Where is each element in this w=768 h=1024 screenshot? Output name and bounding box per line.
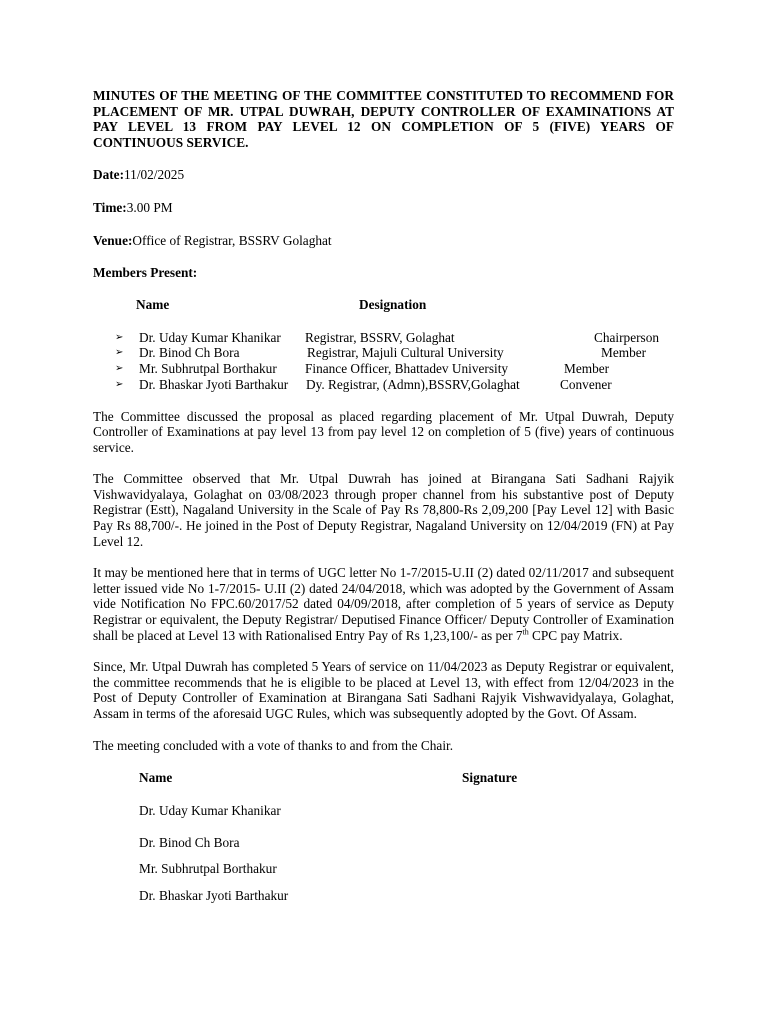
members-table-header <box>93 297 674 313</box>
paragraph-discussion: The Committee discussed the proposal as placed regarding placement of Mr. Utpal Duwrah, Deputy Controller of Examinations at pay level 13 from pay level 12 on completion of 5 (five) years of continuous service. <box>93 408 674 455</box>
member-row <box>93 330 674 346</box>
date-value: 11/02/2025 <box>124 167 185 183</box>
member-designation: Dy. Registrar, (Admn),BSSRV,Golaghat <box>306 376 520 392</box>
date-label: Date: <box>93 167 125 183</box>
date-line <box>93 167 674 183</box>
time-line <box>93 200 674 216</box>
member-role: Convener <box>560 376 612 392</box>
signatory-row <box>93 888 674 904</box>
paragraph-ugc-reference: It may be mentioned here that in terms of UGC letter No 1-7/2015-U.II (2) dated 02/11/2017 and subsequent letter issued vide No 1-7/2015- U.II (2) dated 24/04/2018, which was adopted by the Government of Assam vide Notification No FPC.60/2017/52 dated 04/09/2018, after completion of 5 years of service as Deputy Registrar or equivalent, the Deputy Registrar/ Deputised Finance Officer/ Deputy Controller of Examination shall be placed at Level 13 with Rationalised Entry Pay of Rs 1,23,100/- as per 7th CPC pay Matrix. <box>93 565 674 643</box>
paragraph-recommendation: Since, Mr. Utpal Duwrah has completed 5 Years of service on 11/04/2023 as Deputy Registrar or equivalent, the committee recommends that he is eligible to be placed at Level 13, with effect from 12/04/2023 in the Post of Deputy Controller of Examination at Birangana Sati Sadhani Rajyik Vishwavidyalaya, Golaghat, Assam in terms of the aforesaid UGC Rules, which was subsequently adopted by the Govt. Of Assam. <box>93 659 674 721</box>
signature-name-header: Name <box>139 770 173 786</box>
member-row <box>93 361 674 377</box>
members-name-header: Name <box>136 296 170 312</box>
signatory-name: Dr. Bhaskar Jyoti Barthakur <box>139 888 289 904</box>
members-present-label: Members Present: <box>93 265 198 281</box>
time-label: Time: <box>93 199 127 215</box>
paragraph-conclusion: The meeting concluded with a vote of thanks to and from the Chair. <box>93 737 454 753</box>
member-name: Dr. Binod Ch Bora <box>139 345 240 361</box>
time-value: 3.00 PM <box>126 199 173 215</box>
signatory-row <box>93 861 674 877</box>
minutes-document <box>93 88 674 904</box>
arrow-bullet-icon: ➢ <box>115 378 124 390</box>
member-name: Dr. Uday Kumar Khanikar <box>139 329 281 345</box>
members-list <box>93 330 674 393</box>
signatory-row <box>93 835 674 851</box>
member-designation: Registrar, BSSRV, Golaghat <box>305 329 455 345</box>
member-row <box>93 377 674 393</box>
document-heading: MINUTES OF THE MEETING OF THE COMMITTEE CONSTITUTED TO RECOMMEND FOR PLACEMENT OF MR. UTPAL DUWRAH, DEPUTY CONTROLLER OF EXAMINATIONS AT PAY LEVEL 13 FROM PAY LEVEL 12 ON COMPLETION OF 5 (FIVE) YEARS OF CONTINUOUS SERVICE. <box>93 88 674 150</box>
arrow-bullet-icon: ➢ <box>115 331 124 343</box>
venue-value: Office of Registrar, BSSRV Golaghat <box>132 232 332 248</box>
member-role: Member <box>564 361 610 377</box>
member-role: Member <box>601 345 647 361</box>
signature-header: Signature <box>462 770 518 786</box>
signatory-name: Mr. Subhrutpal Borthakur <box>139 861 277 877</box>
arrow-bullet-icon: ➢ <box>115 347 124 359</box>
member-name: Dr. Bhaskar Jyoti Barthakur <box>139 376 289 392</box>
signatory-row <box>93 803 674 819</box>
member-designation: Finance Officer, Bhattadev University <box>305 361 509 377</box>
member-role: Chairperson <box>594 329 659 345</box>
venue-label: Venue: <box>93 232 133 248</box>
arrow-bullet-icon: ➢ <box>115 363 124 375</box>
signatory-name: Dr. Uday Kumar Khanikar <box>139 803 281 819</box>
signature-table-header <box>93 770 674 786</box>
member-row <box>93 345 674 361</box>
members-designation-header: Designation <box>359 296 427 312</box>
paragraph-observation: The Committee observed that Mr. Utpal Duwrah has joined at Birangana Sati Sadhani Rajyik Vishwavidyalaya, Golaghat on 03/08/2023 through proper channel from his substantive post of Deputy Registrar (Estt), Nagaland University in the Scale of Pay Rs 78,800-Rs 2,09,200 [Pay Level 12] with Basic Pay Rs 88,700/-. He joined in the Post of Deputy Registrar, Nagaland University on 12/04/2019 (FN) at Pay Level 12. <box>93 471 674 549</box>
venue-line <box>93 233 674 249</box>
member-designation: Registrar, Majuli Cultural University <box>307 345 504 361</box>
member-name: Mr. Subhrutpal Borthakur <box>139 361 277 377</box>
signatory-name: Dr. Binod Ch Bora <box>139 835 240 851</box>
